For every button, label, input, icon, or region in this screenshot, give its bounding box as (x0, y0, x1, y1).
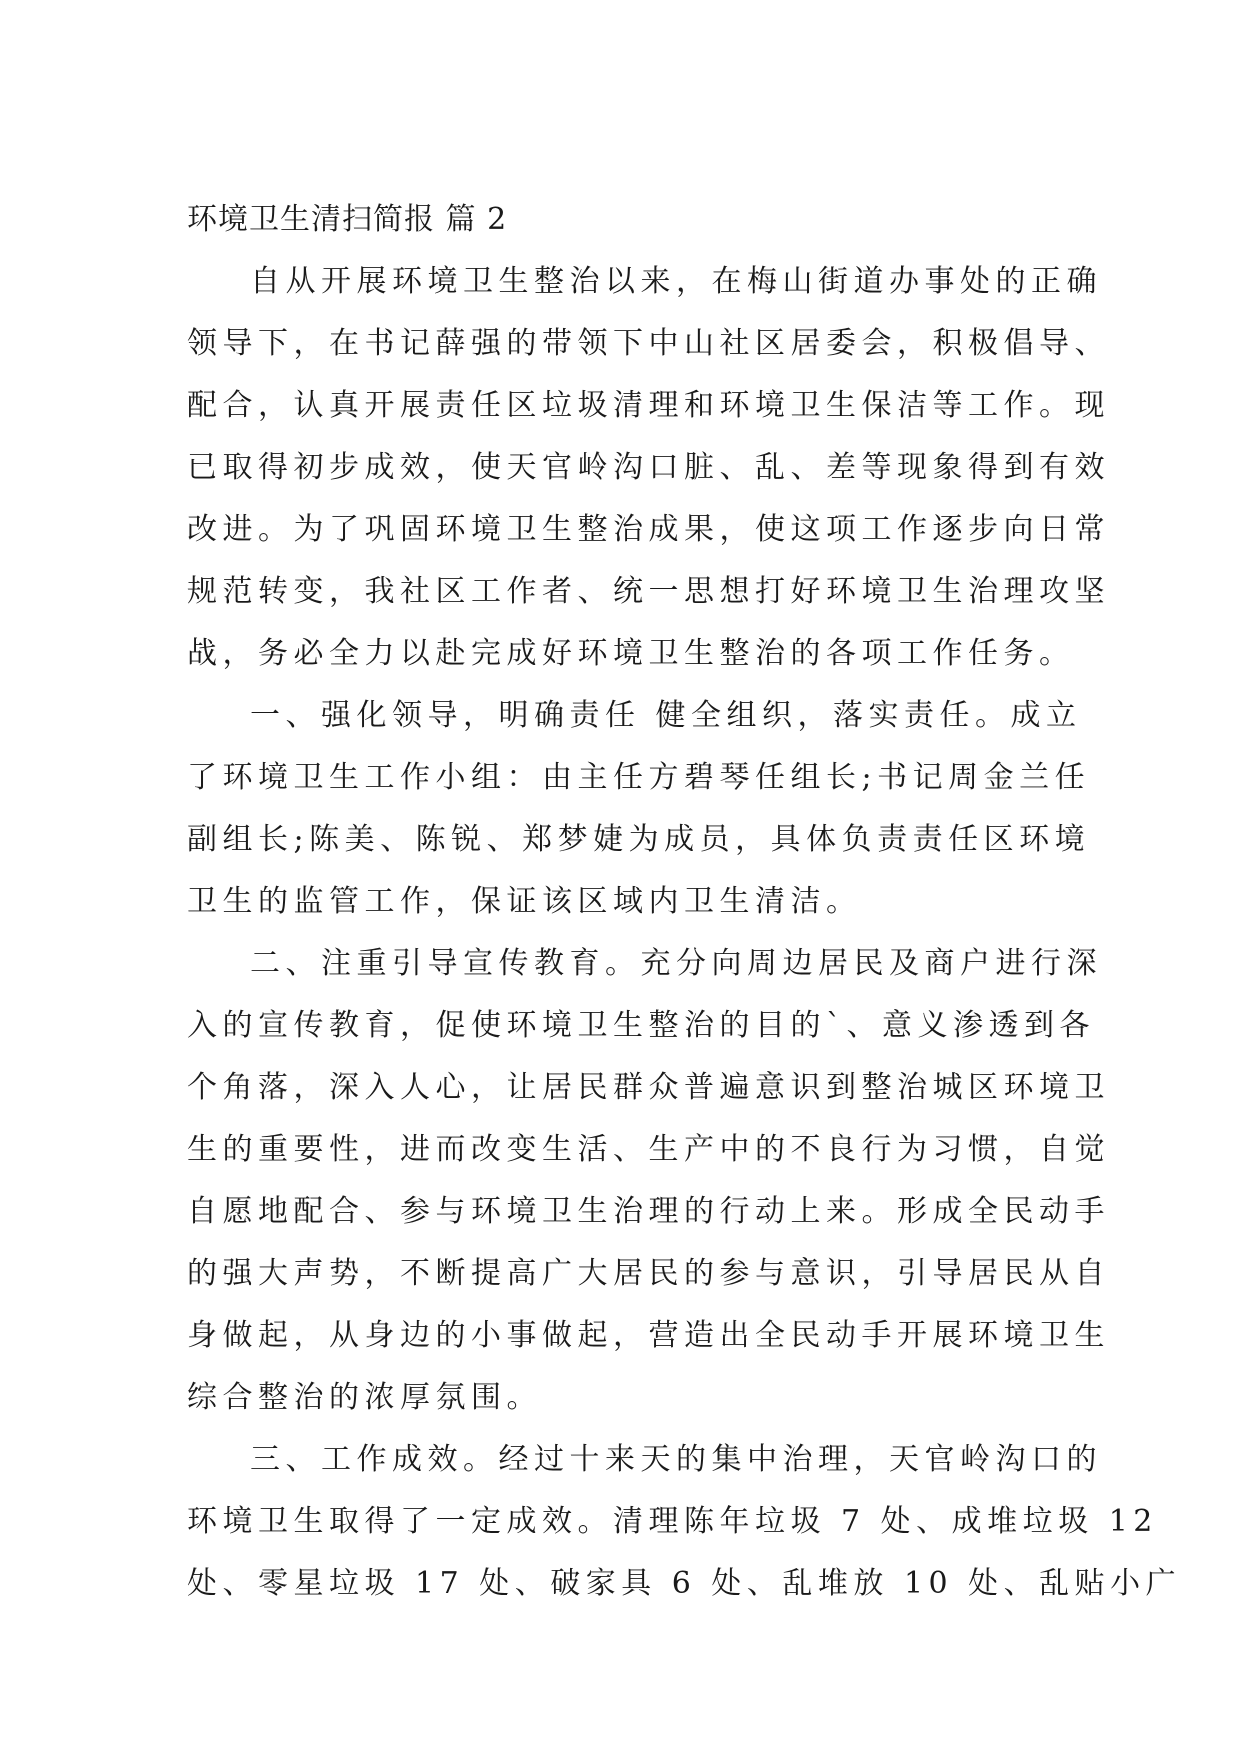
text-line: 了环境卫生工作小组：由主任方碧琴任组长;书记周金兰任 (187, 760, 1091, 795)
text-line: 一、强化领导，明确责任 健全组织，落实责任。成立 (250, 698, 1082, 733)
text-line: 自愿地配合、参与环境卫生治理的行动上来。形成全民动手 (187, 1194, 1110, 1229)
text-line: 生的重要性，进而改变生活、生产中的不良行为习惯，自觉 (187, 1132, 1110, 1167)
text-line: 改进。为了巩固环境卫生整治成果，使这项工作逐步向日常 (187, 512, 1110, 547)
text-line: 副组长;陈美、陈锐、郑梦婕为成员，具体负责责任区环境 (187, 822, 1091, 857)
text-line: 三、工作成效。经过十来天的集中治理，天官岭沟口的 (250, 1442, 1102, 1477)
text-line: 身做起，从身边的小事做起，营造出全民动手开展环境卫生 (187, 1318, 1110, 1353)
text-line: 环境卫生取得了一定成效。清理陈年垃圾 7 处、成堆垃圾 12 (187, 1504, 1158, 1539)
text-line: 入的宣传教育，促使环境卫生整治的目的`、意义渗透到各 (187, 1008, 1095, 1043)
text-line: 二、注重引导宣传教育。充分向周边居民及商户进行深 (250, 946, 1102, 981)
text-line: 处、零星垃圾 17 处、破家具 6 处、乱堆放 10 处、乱贴小广 (187, 1566, 1182, 1601)
text-line: 已取得初步成效，使天官岭沟口脏、乱、差等现象得到有效 (187, 450, 1110, 485)
text-line: 领导下，在书记薛强的带领下中山社区居委会，积极倡导、 (187, 326, 1110, 361)
text-line: 个角落，深入人心，让居民群众普遍意识到整治城区环境卫 (187, 1070, 1110, 1105)
document-body (187, 191, 1182, 1615)
paragraph-section-1 (187, 685, 1091, 933)
paragraph-section-3 (187, 1429, 1182, 1615)
text-line: 战，务必全力以赴完成好环境卫生整治的各项工作任务。 (187, 636, 1075, 671)
text-line: 的强大声势，不断提高广大居民的参与意识，引导居民从自 (187, 1256, 1110, 1291)
paragraph-intro (187, 251, 1110, 685)
paragraph-section-2 (187, 933, 1110, 1429)
text-line: 配合，认真开展责任区垃圾清理和环境卫生保洁等工作。现 (187, 388, 1110, 423)
document-title: 环境卫生清扫简报 篇 2 (187, 202, 508, 237)
text-line: 规范转变，我社区工作者、统一思想打好环境卫生治理攻坚 (187, 574, 1110, 609)
text-line: 卫生的监管工作，保证该区域内卫生清洁。 (187, 884, 862, 919)
text-line: 自从开展环境卫生整治以来，在梅山街道办事处的正确 (250, 264, 1102, 299)
text-line: 综合整治的浓厚氛围。 (187, 1380, 542, 1415)
